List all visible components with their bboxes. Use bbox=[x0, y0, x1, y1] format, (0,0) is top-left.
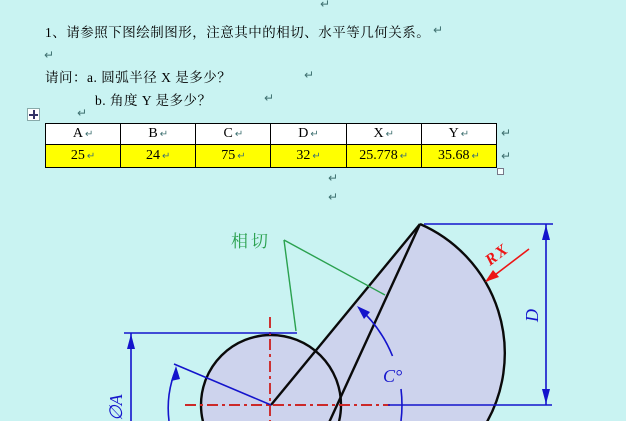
cell-mark: ↵ bbox=[84, 129, 94, 140]
cell-mark: ↵ bbox=[159, 129, 169, 140]
question-b: b. 角度 Y 是多少？ bbox=[95, 93, 212, 108]
question-a: 请问：a. 圆弧半径 X 是多少？ bbox=[45, 70, 232, 85]
value-label: 32 bbox=[296, 148, 311, 163]
angleB-arrowhead bbox=[171, 366, 180, 381]
rx-arrowhead bbox=[485, 270, 499, 282]
cell-mark: ↵ bbox=[237, 151, 246, 162]
paragraph-mark: ↵ bbox=[501, 126, 512, 140]
cell-mark: ↵ bbox=[399, 151, 409, 162]
cell-mark: ↵ bbox=[310, 129, 319, 140]
paragraph-mark: ↵ bbox=[320, 0, 331, 11]
phiA-label: ∅A bbox=[106, 394, 126, 421]
header-label: C bbox=[223, 126, 233, 141]
paragraph-mark: ↵ bbox=[328, 190, 339, 204]
phiA-arrowhead bbox=[127, 334, 135, 349]
shape-fill bbox=[200, 224, 504, 421]
header-label: D bbox=[298, 126, 309, 141]
d-arrowhead-top bbox=[542, 225, 550, 240]
header-label: A bbox=[72, 126, 83, 141]
value-label: 35.68 bbox=[437, 148, 470, 163]
paragraph-mark: ↵ bbox=[328, 171, 339, 185]
d-label: D bbox=[522, 309, 542, 322]
value-label: 75 bbox=[221, 148, 236, 163]
paragraph-mark: ↵ bbox=[433, 23, 444, 37]
cell-mark: ↵ bbox=[162, 151, 171, 162]
paragraph-mark: ↵ bbox=[304, 68, 315, 82]
tangent-leader-1 bbox=[284, 240, 296, 331]
cell-mark: ↵ bbox=[385, 129, 394, 140]
angleC-label: C° bbox=[383, 366, 403, 386]
paragraph-mark: ↵ bbox=[264, 91, 275, 105]
question-title: 1、请参照下图绘制图形，注意其中的相切、水平等几何关系。 bbox=[45, 25, 431, 40]
value-label: 25.778 bbox=[359, 148, 398, 163]
paragraph-mark: ↵ bbox=[77, 106, 88, 120]
value-label: 25 bbox=[70, 148, 85, 163]
header-label: X bbox=[373, 126, 384, 141]
cell-mark: ↵ bbox=[234, 129, 244, 140]
cell-mark: ↵ bbox=[460, 129, 470, 140]
cell-mark: ↵ bbox=[86, 151, 96, 162]
tangent-leader-2 bbox=[284, 240, 385, 295]
header-label: B bbox=[148, 126, 158, 141]
paragraph-mark: ↵ bbox=[501, 149, 512, 163]
header-label: Y bbox=[448, 126, 459, 141]
value-label: 24 bbox=[146, 148, 161, 163]
d-arrowhead-bottom bbox=[542, 389, 550, 404]
paragraph-mark: ↵ bbox=[44, 48, 55, 62]
tangent-label: 相切 bbox=[231, 232, 271, 251]
rx-label: RX bbox=[482, 240, 513, 270]
cell-mark: ↵ bbox=[312, 151, 321, 162]
cell-mark: ↵ bbox=[471, 151, 480, 162]
